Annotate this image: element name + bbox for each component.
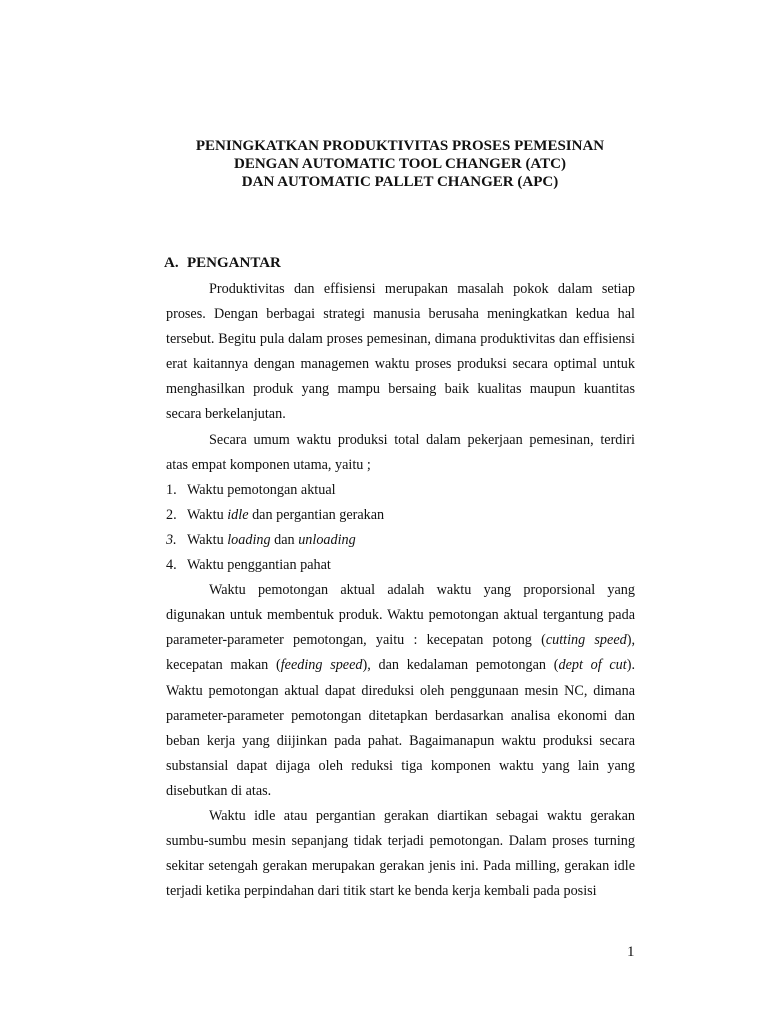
section-heading xyxy=(164,255,281,272)
text-run: Waktu pemotongan aktual adalah waktu yang proporsional yang digunakan untuk membentuk produk. Waktu pemotongan aktual tergantung pada parameter-parameter pemotongan, yaitu : kecepatan potong ( xyxy=(166,582,635,649)
paragraph-idle-time: Waktu idle atau pergantian gerakan diartikan sebagai waktu gerakan sumbu-sumbu mesin sepanjang tidak terjadi pemotongan. Dalam proses turning sekitar setengah gerakan merupakan gerakan jenis ini. Pada milling, gerakan idle terjadi ketika perpindahan dari titik start ke benda kerja kembali pada posisi xyxy=(166,807,635,900)
italic-term: dept of cut xyxy=(558,657,627,674)
title-line-1: PENINGKATKAN PRODUKTIVITAS PROSES PEMESINAN xyxy=(195,138,605,154)
list-item-text: Waktu xyxy=(187,506,228,523)
italic-term: feeding speed xyxy=(280,657,363,674)
title-line-2: DENGAN AUTOMATIC TOOL CHANGER (ATC) xyxy=(234,156,566,172)
list-item-number: 2. xyxy=(166,506,177,523)
list-item-italic: unloading xyxy=(298,531,356,548)
page-number: 1 xyxy=(627,944,635,960)
list-item xyxy=(166,503,635,528)
list-item-text: Waktu xyxy=(187,531,228,548)
list-item-italic: idle xyxy=(227,506,249,523)
list-item-text: Waktu penggantian pahat xyxy=(187,557,331,574)
list-item xyxy=(166,528,635,553)
text-run: ), dan kedalaman pemotongan ( xyxy=(362,657,559,674)
text-run: ), kecepatan makan ( xyxy=(166,632,635,674)
paragraph-intro: Produktivitas dan effisiensi merupakan masalah pokok dalam setiap proses. Dengan berbagai strategi manusia berusaha meningkatkan kedua hal tersebut. Begitu pula dalam proses pemesinan, dimana produktivitas dan effisiensi erat kaitannya dengan managemen waktu proses produksi secara optimal untuk menghasilkan produk yang mampu bersaing baik kualitas maupun kuantitas secara berkelanjutan. xyxy=(166,281,635,423)
list-item xyxy=(166,478,635,503)
list-item-italic: loading xyxy=(227,531,271,548)
list-item-number: 1. xyxy=(166,481,177,498)
list-item-text: Waktu pemotongan aktual xyxy=(187,481,336,498)
list-item xyxy=(166,553,635,578)
list-item-number: 3. xyxy=(166,531,177,548)
paragraph-components: Secara umum waktu produksi total dalam pekerjaan pemesinan, terdiri atas empat komponen utama, yaitu ; xyxy=(166,431,635,473)
component-list xyxy=(166,478,635,578)
body-text xyxy=(166,277,635,904)
list-item-text: dan xyxy=(270,531,299,548)
list-item-text: dan pergantian gerakan xyxy=(248,506,385,523)
list-item-number: 4. xyxy=(166,557,177,574)
title-line-3: DAN AUTOMATIC PALLET CHANGER (APC) xyxy=(241,174,559,190)
italic-term: cutting speed xyxy=(545,632,627,649)
section-title: PENGANTAR xyxy=(187,255,281,271)
document-title xyxy=(150,137,650,191)
paragraph-actual-cutting xyxy=(166,578,635,804)
section-number: A. xyxy=(164,255,179,271)
text-run: ). Waktu pemotongan aktual dapat direduksi oleh penggunaan mesin NC, dimana parameter-parameter pemotongan ditetapkan berdasarkan analisa ekonomi dan beban kerja yang diijinkan pada pahat. Bagaimanapun waktu produksi secara substansial dapat dijaga oleh reduksi tiga komponen waktu yang lain yang disebutkan di atas. xyxy=(166,657,635,799)
